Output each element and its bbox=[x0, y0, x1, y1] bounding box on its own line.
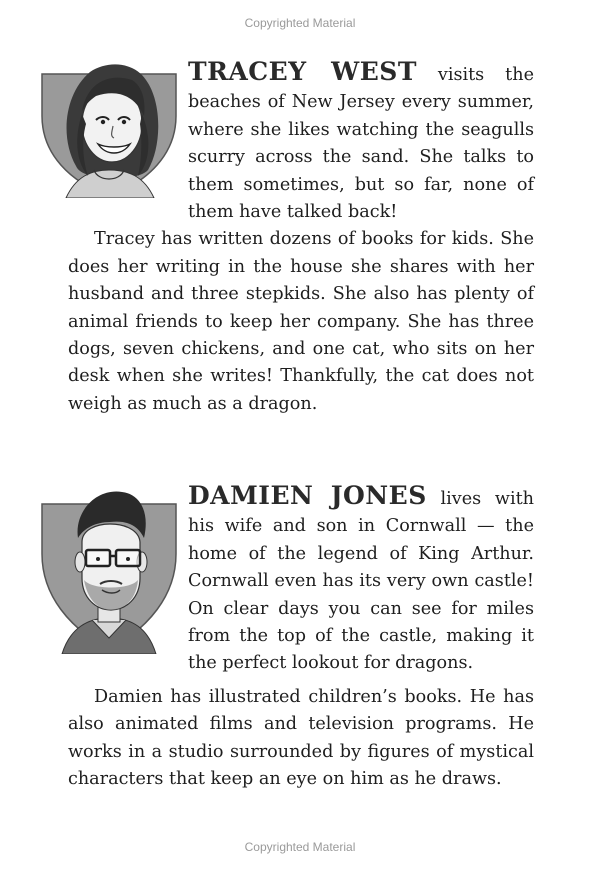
tracey-body-paragraph: Tracey has written dozens of books for kids. She does her writing in the house she shares with her husband and three stepkids. She also has plenty of animal friends to keep her company. She has three dogs, seven chickens, and one cat, who sits on her desk when she writes! Thankfully, the cat does not weigh as much as a dragon. bbox=[68, 229, 534, 414]
damien-body-paragraph: Damien has illustrated children’s books. He has also animated films and television programs. He works in a studio surrounded by figures of mystical characters that keep an eye on him as he draws. bbox=[68, 686, 534, 790]
tracey-intro-text: visits the beaches of New Jersey every summer, where she likes watching the seagulls scurry across the sand. She talks to them sometimes, but so far, none of them have talked back! bbox=[188, 65, 534, 223]
tracey-bio bbox=[68, 58, 534, 418]
copyright-notice-bottom: Copyrighted Material bbox=[244, 840, 356, 854]
damien-intro-text: lives with his wife and son in Cornwall — the home of the legend of King Arthur. Cornwall even has its very own castle! On clear days you can see for miles from the top of the castle, making it the perfect lookout for dragons. bbox=[188, 489, 534, 674]
damien-bio bbox=[68, 482, 534, 793]
damien-portrait bbox=[36, 482, 182, 654]
copyright-notice-top: Copyrighted Material bbox=[244, 16, 356, 30]
damien-name: DAMIEN JONES bbox=[188, 481, 427, 510]
tracey-name: TRACEY WEST bbox=[188, 57, 417, 86]
tracey-portrait bbox=[36, 58, 182, 198]
